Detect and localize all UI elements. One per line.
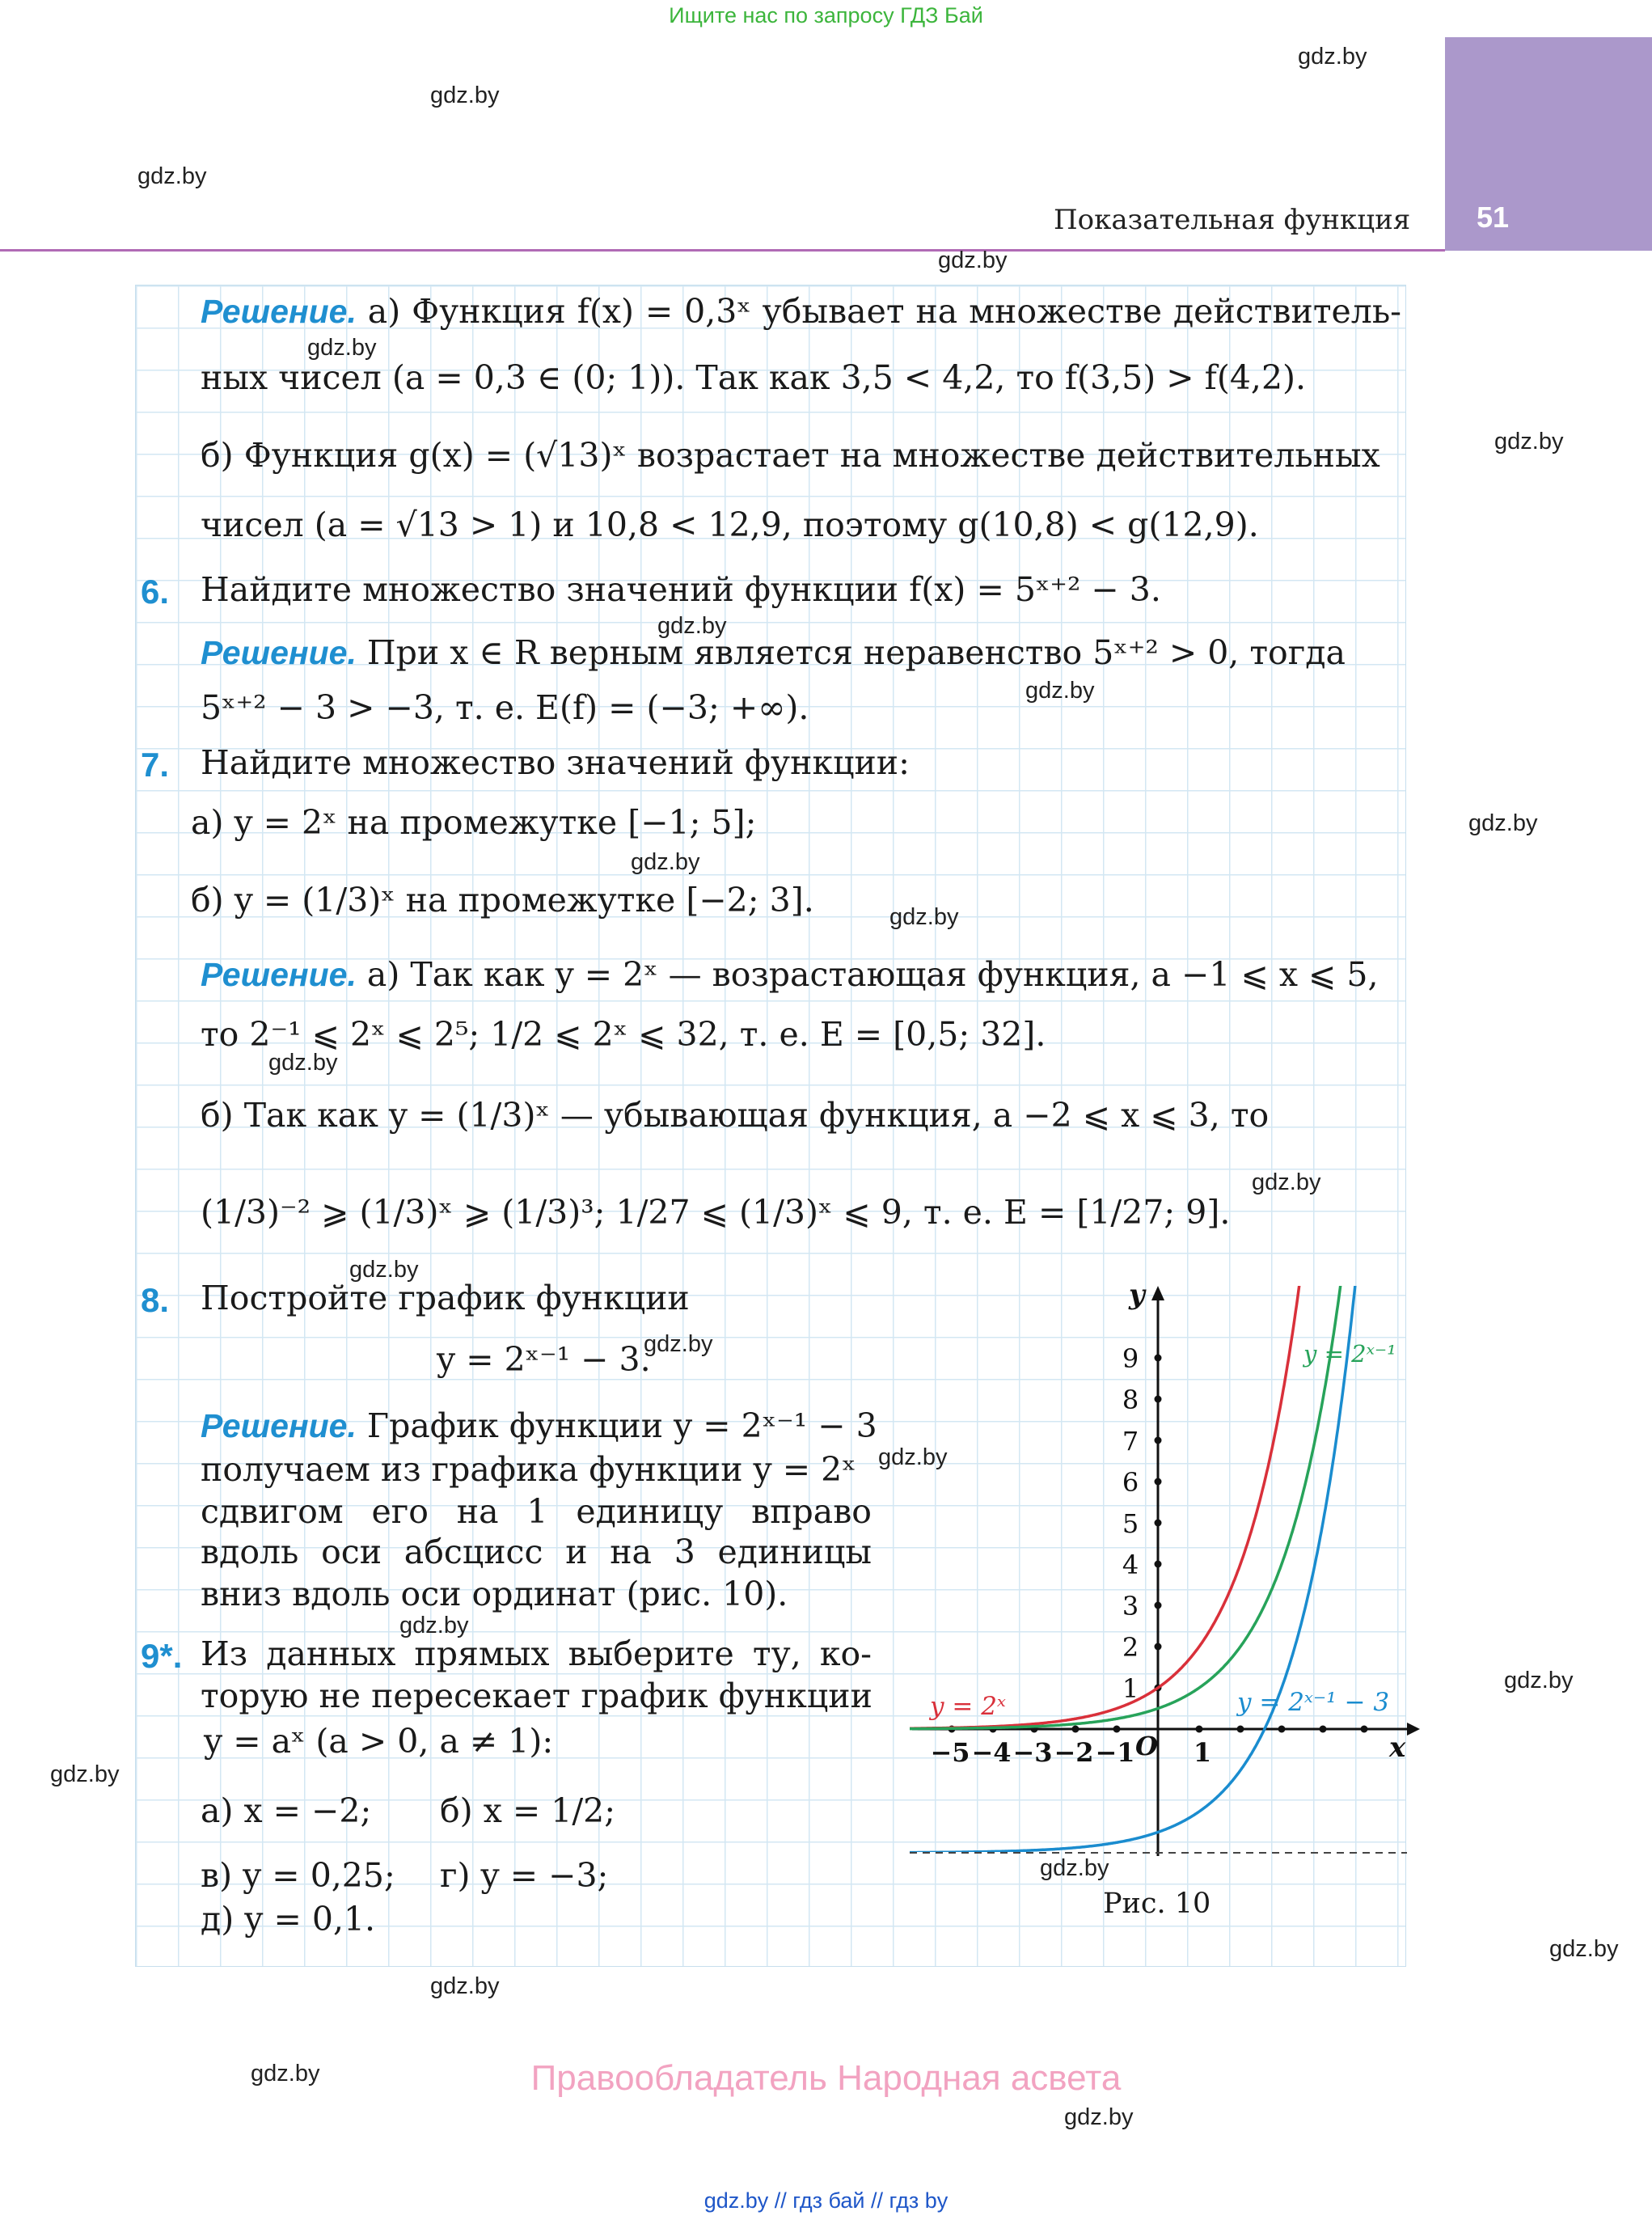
solution-label: Решение. [201, 293, 357, 330]
origin-label: O [1135, 1731, 1158, 1761]
x-tick-label: −5 [930, 1737, 970, 1768]
solution-5a-line1: Решение. а) Функция f(x) = 0,3ˣ убывает на множестве действитель- [201, 292, 1401, 331]
task-9-option-a: а) x = −2; [201, 1791, 372, 1830]
curve-y-2-pow-x [906, 1278, 1304, 1728]
y-tick-label: 8 [1122, 1385, 1139, 1415]
task-9-line1: Из данных прямых выберите ту, ко- [201, 1634, 872, 1673]
y-tick-mark [1155, 1520, 1162, 1527]
y-tick-label: 1 [1122, 1673, 1139, 1704]
task-7-solution-a-line2: то 2⁻¹ ⩽ 2ˣ ⩽ 2⁵; 1/2 ⩽ 2ˣ ⩽ 32, т. е. E = [0,5; 32]. [201, 1015, 1046, 1054]
x-tick-mark [1278, 1726, 1286, 1733]
task-7-statement: Найдите множество значений функции: [201, 743, 910, 782]
section-title: Показательная функция [1054, 204, 1411, 236]
watermark: gdz.by [430, 82, 500, 108]
x-tick-mark [1237, 1726, 1244, 1733]
task-8-solution-line3: сдвигом его на 1 единицу вправо [201, 1492, 872, 1531]
task-9-number: 9*. [141, 1637, 183, 1675]
x-tick-mark [1196, 1726, 1203, 1733]
figure-caption: Рис. 10 [1103, 1888, 1211, 1920]
y-tick-mark [1155, 1478, 1162, 1486]
x-tick-label: −3 [1012, 1737, 1053, 1768]
watermark: gdz.by [251, 2061, 320, 2087]
task-6-statement: Найдите множество значений функции f(x) = 5ˣ⁺² − 3. [201, 570, 1161, 609]
x-tick-mark [1072, 1726, 1080, 1733]
x-tick-label: −1 [1095, 1737, 1135, 1768]
y-axis-arrow [1151, 1286, 1164, 1300]
task-7-part-b: б) y = (1/3)ˣ на промежутке [−2; 3]. [191, 881, 814, 920]
y-tick-mark [1155, 1437, 1162, 1444]
page-number: 51 [1477, 201, 1510, 234]
task-7-solution-b-line1: б) Так как y = (1/3)ˣ — убывающая функция, а −2 ⩽ x ⩽ 3, то [201, 1096, 1270, 1135]
top-search-link[interactable]: Ищите нас по запросу ГДЗ Бай [669, 3, 983, 27]
watermark: gdz.by [1549, 1936, 1619, 1962]
task-8-solution-line5: вниз вдоль оси ординат (рис. 10). [201, 1575, 788, 1613]
watermark: gdz.by [889, 904, 959, 930]
y-tick-mark [1155, 1561, 1162, 1568]
label-green-curve: y = 2ˣ⁻¹ [1303, 1340, 1396, 1368]
y-tick-label: 3 [1122, 1591, 1139, 1621]
task-7-part-a: а) y = 2ˣ на промежутке [−1; 5]; [191, 803, 757, 842]
watermark: gdz.by [399, 1613, 469, 1638]
y-tick-label: 4 [1122, 1550, 1139, 1580]
watermark: gdz.by [50, 1761, 120, 1787]
header-divider [0, 249, 1445, 252]
figure-10-graph [906, 1278, 1423, 1860]
y-axis-label: y [1129, 1279, 1145, 1311]
y-tick-mark [1155, 1643, 1162, 1651]
label-red-curve: y = 2ˣ [930, 1692, 1006, 1722]
watermark: gdz.by [1252, 1169, 1321, 1195]
y-tick-label: 6 [1122, 1467, 1139, 1498]
copyright-notice: Правообладатель Народная асвета [530, 2058, 1122, 2098]
watermark: gdz.by [938, 247, 1008, 273]
y-tick-label: 9 [1122, 1343, 1139, 1374]
watermark: gdz.by [878, 1444, 948, 1470]
y-tick-mark [1155, 1355, 1162, 1362]
x-tick-mark [1320, 1726, 1327, 1733]
x-tick-mark [1361, 1726, 1368, 1733]
task-9-option-b: б) x = 1/2; [440, 1791, 616, 1830]
task-7-number: 7. [141, 746, 170, 784]
bottom-links[interactable]: gdz.by // гдз бай // гдз by [703, 2188, 949, 2213]
watermark: gdz.by [644, 1331, 713, 1357]
task-8-solution-line2: получаем из графика функции y = 2ˣ [201, 1450, 856, 1489]
x-tick-label: 1 [1193, 1737, 1212, 1768]
task-9-line3: y = aˣ (a > 0, a ≠ 1): [204, 1722, 554, 1761]
x-axis-label: x [1389, 1731, 1406, 1764]
task-6-solution-line2: 5ˣ⁺² − 3 > −3, т. е. E(f) = (−3; +∞). [201, 688, 809, 727]
watermark: gdz.by [430, 1973, 500, 1999]
task-9-line2: торую не пересекает график функции [201, 1676, 872, 1715]
y-tick-label: 7 [1122, 1426, 1139, 1457]
task-6-solution-line1: Решение. При x ∈ R верным является неравенство 5ˣ⁺² > 0, тогда [201, 633, 1346, 672]
x-tick-label: −4 [971, 1737, 1012, 1768]
task-9-option-g: г) y = −3; [440, 1856, 609, 1895]
y-tick-label: 5 [1122, 1508, 1139, 1539]
x-tick-mark [1113, 1726, 1121, 1733]
task-9-option-v: в) y = 0,25; [201, 1856, 395, 1895]
task-8-formula: y = 2ˣ⁻¹ − 3. [437, 1340, 651, 1379]
watermark: gdz.by [1494, 429, 1564, 455]
watermark: gdz.by [657, 613, 727, 639]
task-8-solution-line1: Решение. График функции y = 2ˣ⁻¹ − 3 [201, 1406, 877, 1445]
solution-5b-line2: чисел (a = √13 > 1) и 10,8 < 12,9, поэтому g(10,8) < g(12,9). [201, 505, 1259, 544]
task-9-option-d: д) y = 0,1. [201, 1900, 376, 1939]
watermark: gdz.by [349, 1257, 419, 1283]
label-blue-curve: y = 2ˣ⁻¹ − 3 [1237, 1688, 1390, 1718]
watermark: gdz.by [1468, 810, 1538, 836]
task-8-solution-line4: вдоль оси абсцисс и на 3 единицы [201, 1533, 872, 1571]
watermark: gdz.by [1298, 44, 1367, 70]
y-tick-mark [1155, 1602, 1162, 1609]
watermark: gdz.by [1040, 1855, 1109, 1881]
solution-5a-line2: ных чисел (a = 0,3 ∈ (0; 1)). Так как 3,5 < 4,2, то f(3,5) > f(4,2). [201, 358, 1307, 397]
x-tick-label: −2 [1054, 1737, 1094, 1768]
watermark: gdz.by [137, 163, 207, 189]
task-8-statement: Постройте график функции [201, 1279, 690, 1317]
watermark: gdz.by [268, 1050, 338, 1076]
y-tick-label: 2 [1122, 1632, 1139, 1663]
watermark: gdz.by [1025, 678, 1095, 704]
task-6-number: 6. [141, 573, 170, 611]
watermark: gdz.by [1064, 2104, 1134, 2130]
watermark: gdz.by [631, 849, 700, 875]
y-tick-mark [1155, 1396, 1162, 1403]
x-axis-arrow [1407, 1723, 1420, 1736]
solution-5b-line1: б) Функция g(x) = (√13)ˣ возрастает на множестве действительных [201, 436, 1380, 475]
watermark: gdz.by [1504, 1668, 1574, 1693]
task-7-solution-a-line1: Решение. а) Так как y = 2ˣ — возрастающая функция, а −1 ⩽ x ⩽ 5, [201, 955, 1379, 994]
watermark: gdz.by [307, 335, 377, 361]
task-7-solution-b-line2: (1/3)⁻² ⩾ (1/3)ˣ ⩾ (1/3)³; 1/27 ⩽ (1/3)ˣ ⩽ 9, т. е. E = [1/27; 9]. [201, 1193, 1231, 1232]
task-8-number: 8. [141, 1281, 170, 1319]
